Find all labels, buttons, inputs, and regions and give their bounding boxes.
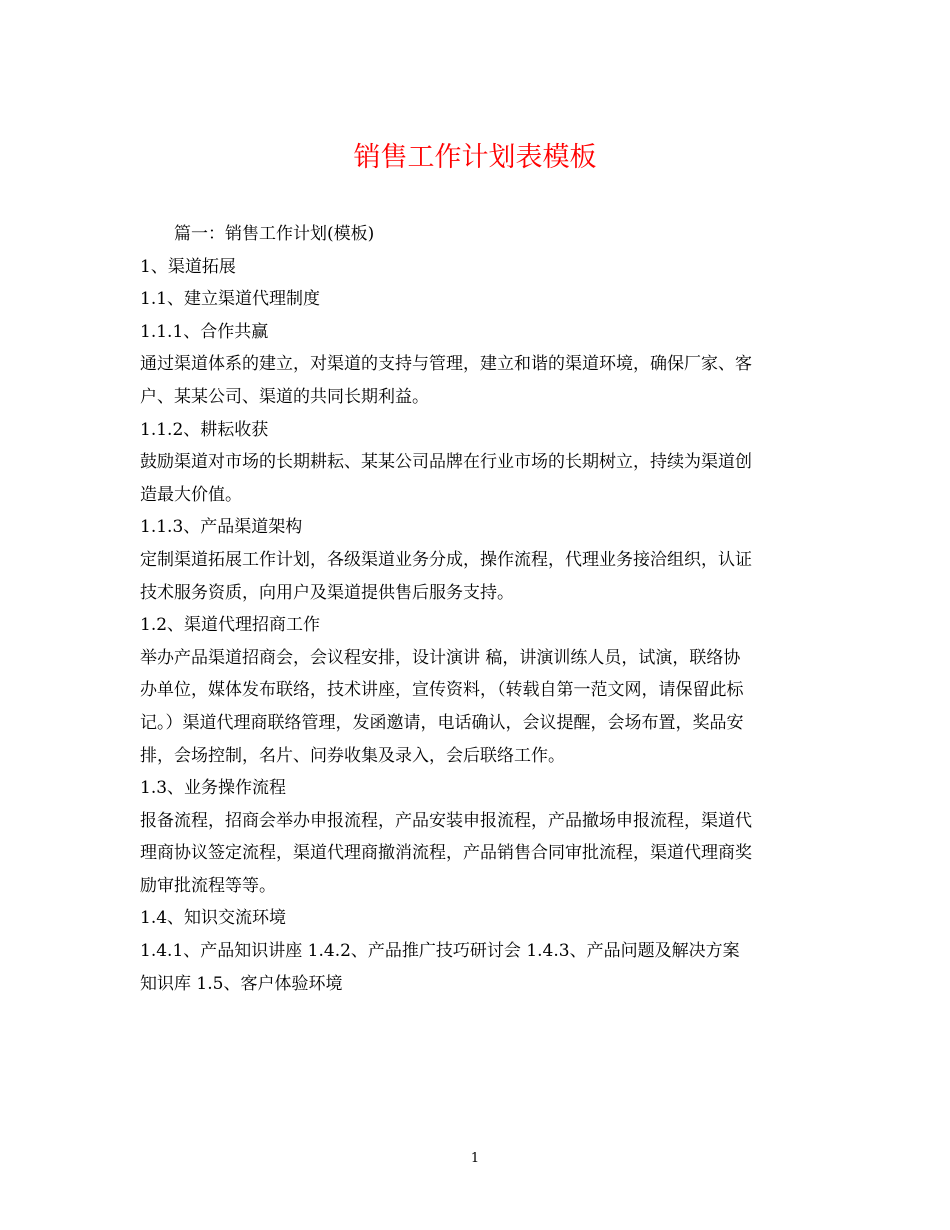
paragraph-line: 理商协议签定流程，渠道代理商撤消流程，产品销售合同审批流程，渠道代理商奖 [140,843,752,864]
heading-1-3: 1.3、业务操作流程 [140,778,287,799]
paragraph-line: 举办产品渠道招商会，会议程安排，设计演讲 稿，讲演训练人员，试演，联络协 [140,647,741,668]
paragraph-line: 励审批流程等等。 [140,875,276,896]
paragraph-line: 造最大价值。 [140,484,242,505]
heading-1-1-3: 1.1.3、产品渠道架构 [140,517,303,538]
paragraph-line: 技术服务资质，向用户及渠道提供售后服务支持。 [140,582,514,603]
paragraph-line: 办单位，媒体发布联络，技术讲座，宣传资料，（转载自第一范文网，请保留此标 [140,680,744,701]
paragraph-line: 鼓励渠道对市场的长期耕耘、某某公司品牌在行业市场的长期树立，持续为渠道创 [140,452,752,473]
paragraph-line: 户、某某公司、渠道的共同长期利益。 [140,386,429,407]
document-body [140,218,812,1000]
paragraph-line: 1.4.1、产品知识讲座 1.4.2、产品推广技巧研讨会 1.4.3、产品问题及解决方案 [140,941,740,962]
section-heading: 篇一：销售工作计划(模板) [174,224,375,244]
paragraph-line: 定制渠道拓展工作计划，各级渠道业务分成，操作流程，代理业务接洽组织，认证 [140,549,752,570]
paragraph-line: 记。）渠道代理商联络管理，发函邀请，电话确认，会议提醒，会场布置，奖品安 [140,712,744,733]
heading-1: 1、渠道拓展 [140,256,236,277]
heading-1-4: 1.4、知识交流环境 [140,908,287,929]
heading-1-1-1: 1.1.1、合作共赢 [140,321,269,342]
heading-1-2: 1.2、渠道代理招商工作 [140,615,321,636]
heading-1-1: 1.1、建立渠道代理制度 [140,289,321,310]
paragraph-line: 通过渠道体系的建立，对渠道的支持与管理，建立和谐的渠道环境，确保厂家、客 [140,354,752,375]
page-number: 1 [470,1151,480,1166]
paragraph-line: 报备流程，招商会举办申报流程，产品安装申报流程，产品撤场申报流程，渠道代 [140,810,752,831]
heading-1-1-2: 1.1.2、耕耘收获 [140,419,269,440]
document-title: 销售工作计划表模板 [353,142,597,173]
paragraph-line: 排，会场控制，名片、问券收集及录入，会后联络工作。 [140,745,565,766]
paragraph-line: 知识库 1.5、客户体验环境 [140,973,343,994]
